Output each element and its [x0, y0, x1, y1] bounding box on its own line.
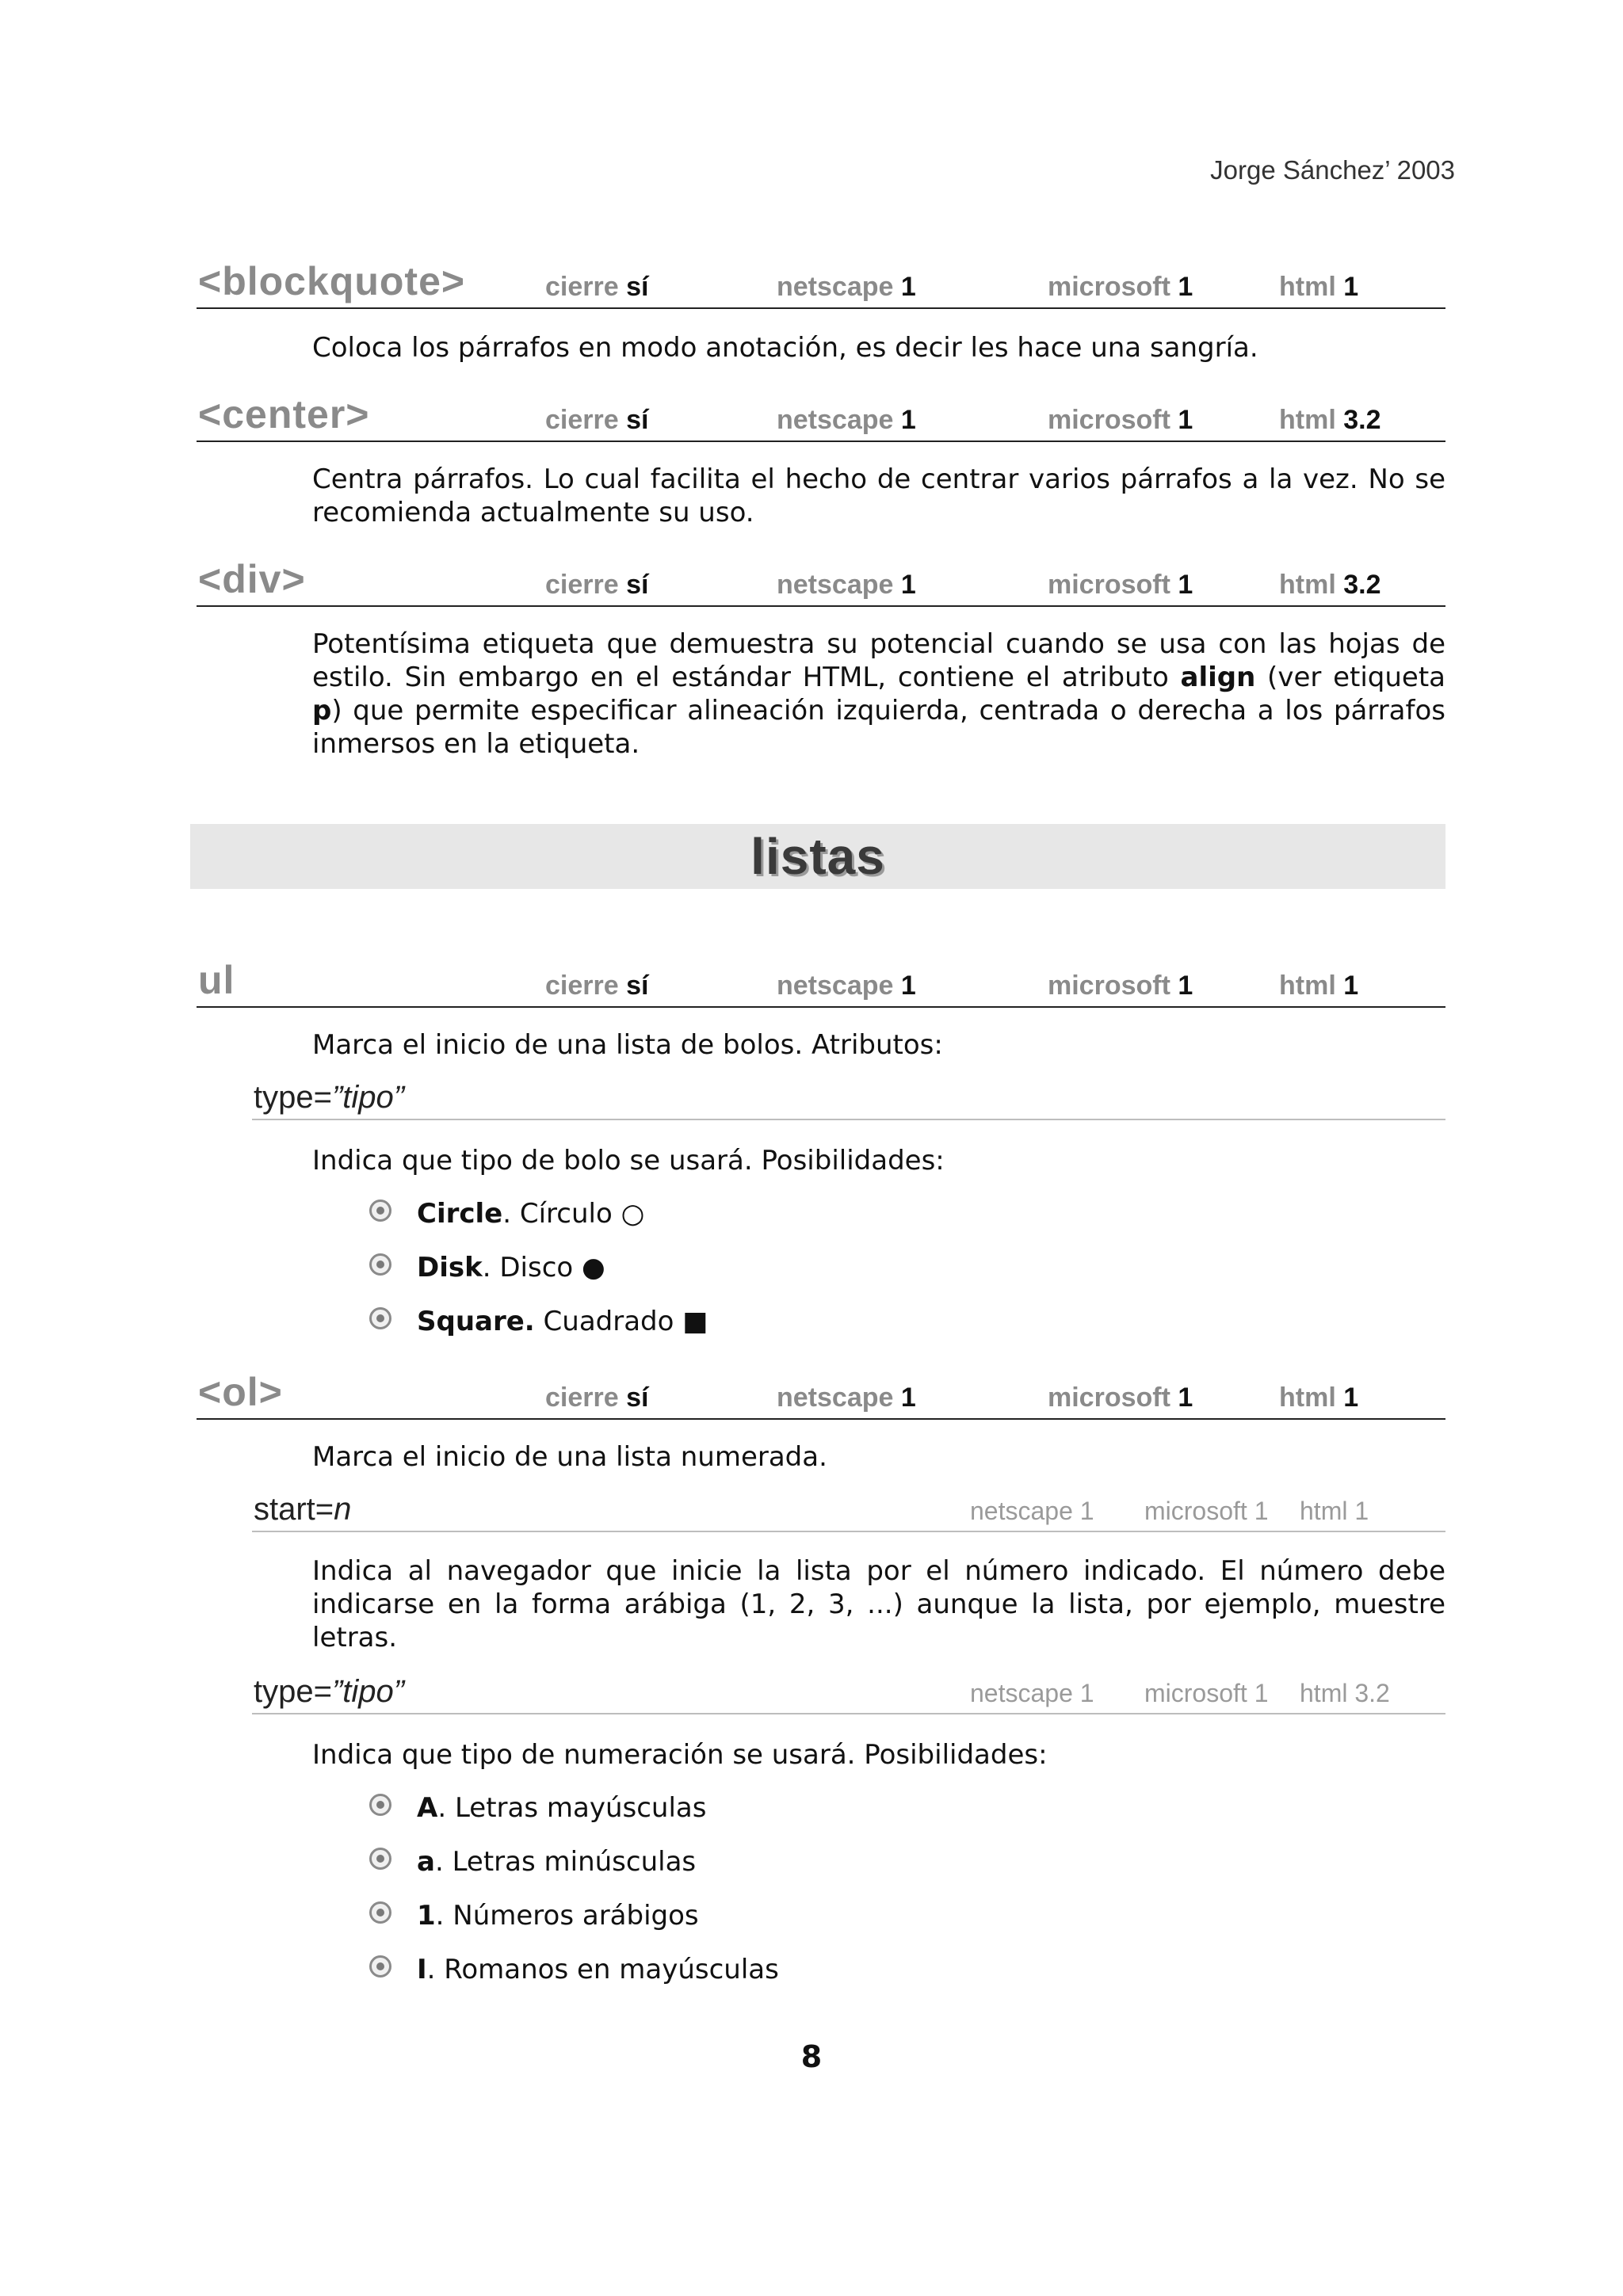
- netscape-field: netscape 1: [777, 405, 916, 435]
- html-field: html 1: [1300, 1497, 1369, 1525]
- ol-start-description: Indica al navegador que inicie la lista por el número indicado. El número debe indicarse en la forma arábiga (1, 2, 3, ...) aunque la lista, por ejemplo, muestre letras.: [312, 1555, 1445, 1653]
- center-description: Centra párrafos. Lo cual facilita el hecho de centrar varios párrafos a la vez. No se recomienda actualmente su uso.: [312, 463, 1445, 528]
- cierre-field: cierre sí: [545, 405, 649, 435]
- running-header-author: Jorge Sánchez’ 2003: [1210, 155, 1455, 185]
- ul-description: Marca el inicio de una lista de bolos. Atributos:: [312, 1029, 943, 1061]
- html-field: html 3.2: [1300, 1679, 1390, 1707]
- radio-bullet-icon: [369, 1848, 391, 1870]
- cierre-field: cierre sí: [545, 570, 649, 600]
- page-number: 8: [800, 2039, 823, 2074]
- cierre-field: cierre sí: [545, 1383, 649, 1413]
- microsoft-field: microsoft 1: [1048, 570, 1193, 600]
- tag-header-div: [197, 559, 1445, 607]
- radio-bullet-icon: [369, 1955, 391, 1978]
- radio-bullet-icon: [369, 1794, 391, 1816]
- attr-name: type=”tipo”: [254, 1674, 405, 1709]
- microsoft-field: microsoft 1: [1144, 1679, 1269, 1707]
- netscape-field: netscape 1: [777, 971, 916, 1001]
- radio-bullet-icon: [369, 1901, 391, 1924]
- radio-bullet-icon: [369, 1307, 391, 1329]
- microsoft-field: microsoft 1: [1144, 1497, 1269, 1525]
- attr-header-ul-type: [252, 1079, 1445, 1120]
- microsoft-field: microsoft 1: [1048, 405, 1193, 435]
- blockquote-description: Coloca los párrafos en modo anotación, es decir les hace una sangría.: [312, 332, 1258, 364]
- microsoft-field: microsoft 1: [1048, 272, 1193, 302]
- netscape-field: netscape 1: [970, 1679, 1094, 1707]
- netscape-field: netscape 1: [777, 570, 916, 600]
- radio-bullet-icon: [369, 1199, 391, 1222]
- ol-type-description: Indica que tipo de numeración se usará. Posibilidades:: [312, 1739, 1048, 1771]
- microsoft-field: microsoft 1: [1048, 971, 1193, 1001]
- attr-name: start=n: [254, 1492, 352, 1527]
- html-field: html 3.2: [1279, 570, 1381, 600]
- ul-type-description: Indica que tipo de bolo se usará. Posibilidades:: [312, 1145, 945, 1177]
- tag-header-ol: [197, 1372, 1445, 1420]
- section-title: listas: [750, 828, 885, 885]
- tag-name: <blockquote>: [198, 259, 466, 303]
- tag-header-center: [197, 392, 1445, 442]
- microsoft-field: microsoft 1: [1048, 1383, 1193, 1413]
- attr-header-ol-type: [252, 1673, 1445, 1714]
- radio-bullet-icon: [369, 1253, 391, 1276]
- tag-header-ul: [197, 960, 1445, 1008]
- netscape-field: netscape 1: [777, 1383, 916, 1413]
- ol-description: Marca el inicio de una lista numerada.: [312, 1441, 827, 1473]
- cierre-field: cierre sí: [545, 272, 649, 302]
- section-banner: [190, 824, 1445, 889]
- html-field: html 1: [1279, 971, 1359, 1001]
- tag-name: <div>: [198, 557, 306, 601]
- netscape-field: netscape 1: [777, 272, 916, 302]
- html-field: html 1: [1279, 1383, 1359, 1413]
- attr-header-ol-start: [252, 1491, 1445, 1532]
- tag-name: <ol>: [198, 1370, 283, 1414]
- tag-name: <center>: [198, 392, 370, 437]
- netscape-field: netscape 1: [970, 1497, 1094, 1525]
- cierre-field: cierre sí: [545, 971, 649, 1001]
- tag-header-blockquote: [197, 261, 1445, 309]
- html-field: html 3.2: [1279, 405, 1381, 435]
- attr-name: type=”tipo”: [254, 1080, 405, 1115]
- div-description: Potentísima etiqueta que demuestra su potencial cuando se usa con las hojas de estilo. Sin embargo en el estándar HTML, contiene el atributo align (ver etiqueta p) que permite especificar alineación izquierda, centrada o derecha a los párrafos inmersos en la etiqueta.: [312, 628, 1445, 760]
- tag-name: ul: [198, 958, 235, 1002]
- html-field: html 1: [1279, 272, 1359, 302]
